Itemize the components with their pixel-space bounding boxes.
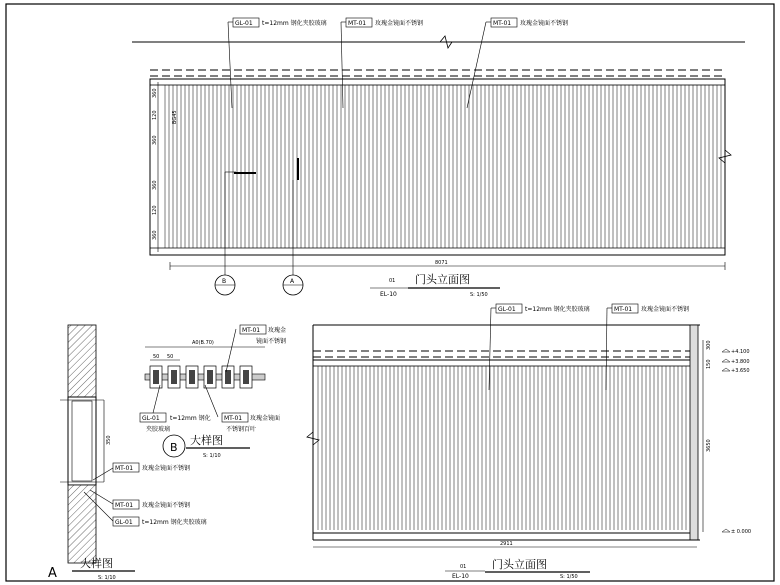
fin-array <box>318 366 686 530</box>
level-label: +3.800 <box>731 359 750 365</box>
title-code: EL-10 <box>380 291 397 298</box>
fin-panel-frame <box>150 79 725 255</box>
level-label: +4.100 <box>731 349 750 355</box>
leader-note-glass <box>228 18 327 108</box>
leader-note-3 <box>84 492 207 526</box>
leader-note-glass <box>489 304 590 390</box>
note-text: 玫瑰金镜面不锈钢 <box>142 502 191 509</box>
level-label: ± 0.000 <box>731 529 752 535</box>
dim-350: 350 <box>106 435 112 445</box>
note-text: 玫瑰金镜面不锈钢 <box>375 20 424 27</box>
wall-top <box>68 325 96 397</box>
tag: GL-01 <box>115 519 133 526</box>
left-dim-label: 360 <box>152 230 158 240</box>
leader-note-1 <box>226 325 286 372</box>
title-block-elevation-1 <box>370 272 500 298</box>
title-number: 01 <box>460 564 467 570</box>
tag: MT-01 <box>614 306 633 313</box>
fin-core <box>225 370 231 384</box>
note-text: t=12mm 钢化夹胶玻璃 <box>262 20 327 27</box>
overall-dim: A0(B.70) <box>192 340 214 346</box>
left-dim-label: 120 <box>152 110 158 120</box>
note-line-1: 玫瑰金镜面 <box>250 415 281 422</box>
detail-B <box>140 325 286 459</box>
leader-note-steel <box>606 304 689 390</box>
bottom-dim-label: 2911 <box>500 541 513 547</box>
drawing-title: 门头立面图 <box>415 273 470 286</box>
side-wall <box>690 325 698 540</box>
right-dim-3: 3650 <box>706 439 712 452</box>
fin-core <box>207 370 213 384</box>
level-label: +3.650 <box>731 368 750 374</box>
leader-note-steel-1 <box>341 18 423 108</box>
level-markers <box>722 349 751 535</box>
note-text: t=12mm 钢化夹胶玻璃 <box>525 306 590 313</box>
fin-core <box>189 370 195 384</box>
drawing-title: 大样图 <box>80 557 113 570</box>
wall-bottom <box>68 485 96 563</box>
drawing-scale: S: 1/50 <box>560 574 578 580</box>
note-line-1: t=12mm 钢化 <box>170 415 211 422</box>
dim-50-a: 50 <box>153 354 160 360</box>
note-text: 玫瑰金镜面不锈钢 <box>142 465 191 472</box>
tag: GL-01 <box>142 415 160 422</box>
tag: GL-01 <box>498 306 516 313</box>
tag: GL-01 <box>235 20 253 27</box>
dim-50-b: 50 <box>167 354 174 360</box>
note-line-2: 夹胶玻璃 <box>146 426 171 433</box>
fin-core <box>171 370 177 384</box>
fin-panel-frame <box>313 360 697 533</box>
tag: MT-01 <box>224 415 243 422</box>
drawing-scale: S: 1/50 <box>470 292 488 298</box>
right-dim-1: 300 <box>706 340 712 350</box>
tag: MT-01 <box>493 20 512 27</box>
header-band <box>150 79 725 85</box>
left-dim-label: 120 <box>152 205 158 215</box>
left-dimension-labels <box>152 88 158 240</box>
tag: MT-01 <box>348 20 367 27</box>
left-dim-extra: BG45 <box>172 110 178 124</box>
tag: MT-01 <box>115 502 134 509</box>
drawing-title: 门头立面图 <box>492 558 547 571</box>
left-dim-label: 360 <box>152 88 158 98</box>
note-text: 玫瑰金镜面不锈钢 <box>520 20 569 27</box>
note-text: t=12mm 钢化夹胶玻璃 <box>142 519 207 526</box>
elevation-bottom <box>307 304 751 580</box>
leader-note-2 <box>90 490 190 509</box>
drawing-scale: S: 1/10 <box>203 453 221 459</box>
fin-core <box>243 370 249 384</box>
elevation-top <box>132 18 745 298</box>
bottom-dim-label: 8071 <box>435 260 448 266</box>
note-line-2: 镜面不锈钢 <box>256 338 287 345</box>
title-number: 01 <box>389 278 396 284</box>
section-marker-B-label: B <box>222 278 227 285</box>
fin-core <box>153 370 159 384</box>
title-block-detail-A <box>48 556 135 581</box>
left-dim-label: 360 <box>152 180 158 190</box>
note-line-1: 玫瑰金 <box>268 327 287 334</box>
left-dim-label: 360 <box>152 135 158 145</box>
fin-array <box>165 85 721 248</box>
note-line-2: 不锈钢百叶 <box>226 426 257 433</box>
tag: MT-01 <box>242 327 261 334</box>
title-code: EL-10 <box>452 573 469 580</box>
detail-letter: B <box>170 441 178 454</box>
right-dim-2: 150 <box>706 359 712 369</box>
title-block-detail-B <box>163 433 250 459</box>
leader-note-1 <box>93 463 190 480</box>
drawing-title: 大样图 <box>190 434 223 447</box>
leader-note-3 <box>205 385 280 433</box>
tag: MT-01 <box>115 465 134 472</box>
leader-note-2 <box>140 385 211 433</box>
note-text: 玫瑰金镜面不锈钢 <box>641 306 690 313</box>
detail-letter: A <box>48 566 57 581</box>
title-block-elevation-2 <box>445 557 590 580</box>
section-marker-A-label: A <box>290 278 295 285</box>
drawing-scale: S: 1/10 <box>98 575 116 581</box>
